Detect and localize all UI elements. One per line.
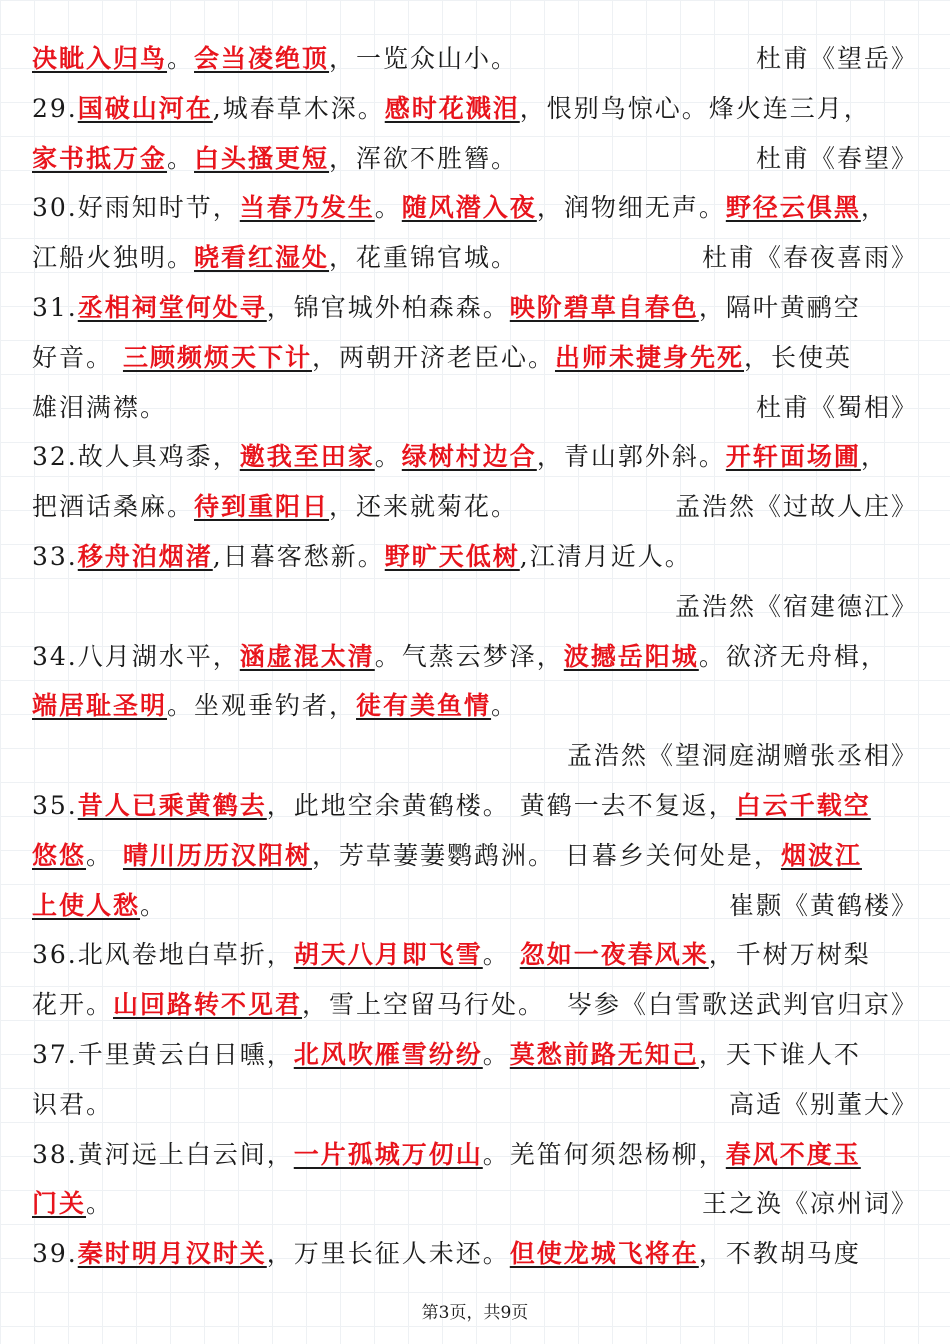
poem-text: 38.黄河远上白云间， (32, 1139, 294, 1169)
poem-text: 把酒话桑麻。 (32, 492, 195, 522)
poem-text: 32.故人具鸡黍， (32, 442, 240, 472)
poem-text: ，长使英 (744, 342, 853, 372)
fill-in-answer: 北风吹雁雪纷纷 (293, 1039, 483, 1069)
fill-in-answer: 随风潜入夜 (401, 193, 537, 223)
poem-text: 。 (491, 691, 519, 721)
fill-in-answer: 波撼岳阳城 (563, 641, 699, 671)
poem-text: ，锦官城外柏森森。 (266, 292, 510, 322)
line-text (32, 1179, 113, 1229)
poem-attribution: 杜甫《春夜喜雨》 (701, 243, 918, 273)
poem-text: ，恨别鸟惊心。烽火连三月， (519, 93, 871, 123)
poem-text: 。 (374, 193, 402, 223)
text-line (32, 84, 918, 134)
poem-attribution: 王之涣《凉州词》 (701, 1189, 918, 1219)
poem-text: 。 (482, 1039, 510, 1069)
fill-in-answer: 移舟泊烟渚 (77, 541, 213, 571)
fill-in-answer: 秦时明月汉时关 (77, 1239, 267, 1269)
poem-text: 。坐观垂钓者， (167, 691, 357, 721)
poem-text: ,日暮客愁新。 (212, 541, 385, 571)
text-line (32, 482, 918, 532)
fill-in-answer: 但使龙城飞将在 (509, 1239, 699, 1269)
poem-text: 。 (374, 442, 402, 472)
text-line (32, 781, 918, 831)
poem-text: ，不教胡马度 (698, 1239, 861, 1269)
fill-in-answer: 昔人已乘黄鹤去 (77, 790, 267, 820)
poem-text: ，雪上空留马行处。 (302, 990, 546, 1020)
line-text (32, 283, 861, 333)
fill-in-answer: 三顾频烦天下计 (122, 342, 312, 372)
poem-text: ，万里长征人未还。 (266, 1239, 510, 1269)
line-text (32, 781, 871, 831)
fill-in-answer: 感时花溅泪 (384, 93, 520, 123)
line-text (32, 34, 518, 84)
text-line (32, 432, 918, 482)
text-line (32, 582, 918, 632)
poem-text: ，还来就菊花。 (329, 492, 519, 522)
text-line (32, 1030, 918, 1080)
line-text (32, 1030, 861, 1080)
poem-text-body (32, 34, 918, 1279)
poem-attribution: 杜甫《望岳》 (755, 44, 918, 73)
fill-in-answer: 忽如一夜春风来 (519, 940, 709, 970)
fill-in-answer: 待到重阳日 (194, 492, 330, 522)
line-text (32, 1229, 861, 1279)
text-line (32, 681, 918, 731)
line-text (32, 532, 692, 582)
poem-text: ， (860, 193, 888, 223)
line-text (32, 1080, 113, 1130)
poem-text: 。 (167, 44, 195, 73)
poem-text: 34.八月湖水平， (32, 641, 240, 671)
poem-text: 好音。 (32, 342, 123, 372)
text-line (32, 1130, 918, 1180)
text-line (32, 930, 918, 980)
poem-text: 。气蒸云梦泽， (374, 641, 564, 671)
text-line (32, 632, 918, 682)
poem-text: ，两朝开济老臣心。 (311, 342, 555, 372)
poem-text: 雄泪满襟。 (32, 392, 168, 422)
poem-text: 。 (86, 1189, 114, 1219)
text-line (32, 881, 918, 931)
text-line (32, 831, 918, 881)
poem-attribution: 高适《别董大》 (728, 1089, 918, 1119)
fill-in-answer: 映阶碧草自春色 (509, 292, 699, 322)
poem-text: ，芳草萋萋鹦鹉洲。 日暮乡关何处是， (311, 840, 781, 870)
poem-text: 35. (32, 790, 78, 820)
text-line (32, 980, 918, 1030)
line-text (32, 681, 518, 731)
poem-text: 33. (32, 541, 78, 571)
page-footer: 第3页，共9页 (421, 1303, 529, 1323)
poem-text: 。 (86, 840, 123, 870)
poem-text: 识君。 (32, 1089, 114, 1119)
fill-in-answer: 邀我至田家 (239, 442, 375, 472)
text-line (32, 1080, 918, 1130)
line-text (32, 831, 862, 881)
text-line (32, 134, 918, 184)
text-line (32, 383, 918, 433)
poem-attribution: 孟浩然《过故人庄》 (674, 492, 918, 522)
fill-in-answer: 晓看红湿处 (194, 243, 330, 273)
poem-text: 36.北风卷地白草折， (32, 940, 294, 970)
text-line (32, 333, 918, 383)
fill-in-answer: 门关 (32, 1189, 87, 1219)
poem-text: 。羌笛何须怨杨柳， (482, 1139, 726, 1169)
line-text (32, 482, 518, 532)
poem-text: ，此地空余黄鹤楼。 黄鹤一去不复返， (266, 790, 736, 820)
poem-text: 。 (140, 890, 168, 920)
poem-text: 31. (32, 292, 78, 322)
fill-in-answer: 一片孤城万仞山 (293, 1139, 483, 1169)
poem-text: ，浑欲不胜簪。 (329, 143, 519, 173)
fill-in-answer: 丞相祠堂何处寻 (77, 292, 267, 322)
fill-in-answer: 山回路转不见君 (113, 990, 303, 1020)
fill-in-answer: 徒有美鱼情 (356, 691, 492, 721)
poem-text: ，千树万树梨 (708, 940, 871, 970)
fill-in-answer: 家书抵万金 (32, 143, 168, 173)
poem-attribution: 杜甫《春望》 (755, 143, 918, 173)
poem-text: ，天下谁人不 (698, 1039, 861, 1069)
line-text (32, 84, 871, 134)
text-line (32, 183, 918, 233)
poem-text: 37.千里黄云白日曛， (32, 1039, 294, 1069)
fill-in-answer: 野旷天低树 (384, 541, 520, 571)
poem-attribution: 杜甫《蜀相》 (755, 392, 918, 422)
poem-text: ， (860, 442, 888, 472)
poem-text: ,城春草木深。 (212, 93, 385, 123)
fill-in-answer: 白云千载空 (735, 790, 871, 820)
poem-text: ，隔叶黄鹂空 (698, 292, 861, 322)
text-line (32, 1179, 918, 1229)
line-text (32, 980, 545, 1030)
fill-in-answer: 决眦入归鸟 (32, 44, 168, 73)
fill-in-answer: 烟波江 (780, 840, 862, 870)
line-text (32, 134, 518, 184)
poem-text: 花开。 (32, 990, 114, 1020)
fill-in-answer: 当春乃发生 (239, 193, 375, 223)
poem-text: 30.好雨知时节， (32, 193, 240, 223)
text-line (32, 731, 918, 781)
poem-text: 29. (32, 93, 78, 123)
text-line (32, 233, 918, 283)
line-text (32, 1130, 861, 1180)
line-text (32, 233, 518, 283)
fill-in-answer: 国破山河在 (77, 93, 213, 123)
poem-text: 。欲济无舟楫， (698, 641, 888, 671)
poem-text: ，花重锦官城。 (329, 243, 519, 273)
fill-in-answer: 晴川历历汉阳树 (122, 840, 312, 870)
line-text (32, 930, 871, 980)
fill-in-answer: 莫愁前路无知己 (509, 1039, 699, 1069)
fill-in-answer: 上使人愁 (32, 890, 141, 920)
text-line (32, 283, 918, 333)
fill-in-answer: 悠悠 (32, 840, 87, 870)
poem-text: ，一览众山小。 (329, 44, 519, 73)
line-text (32, 183, 888, 233)
fill-in-answer: 开轩面场圃 (725, 442, 861, 472)
poem-attribution: 孟浩然《宿建德江》 (674, 591, 918, 621)
line-text (32, 632, 888, 682)
fill-in-answer: 春风不度玉 (725, 1139, 861, 1169)
poem-text: 。 (482, 940, 520, 970)
fill-in-answer: 绿树村边合 (401, 442, 537, 472)
text-line (32, 1229, 918, 1279)
poem-attribution: 孟浩然《望洞庭湖赠张丞相》 (566, 741, 918, 771)
fill-in-answer: 白头搔更短 (194, 143, 330, 173)
poem-text: 江船火独明。 (32, 243, 195, 273)
fill-in-answer: 涵虚混太清 (239, 641, 375, 671)
fill-in-answer: 出师未捷身先死 (554, 342, 744, 372)
fill-in-answer: 野径云俱黑 (725, 193, 861, 223)
poem-text: ，润物细无声。 (536, 193, 726, 223)
text-line (32, 532, 918, 582)
line-text (32, 432, 888, 482)
line-text (32, 383, 167, 433)
poem-text: ,江清月近人。 (519, 541, 692, 571)
fill-in-answer: 胡天八月即飞雪 (293, 940, 483, 970)
poem-text: ，青山郭外斜。 (536, 442, 726, 472)
line-text (32, 333, 852, 383)
poem-attribution: 崔颢《黄鹤楼》 (728, 890, 918, 920)
fill-in-answer: 端居耻圣明 (32, 691, 168, 721)
text-line (32, 34, 918, 84)
poem-text: 39. (32, 1239, 78, 1269)
poem-text: 。 (167, 143, 195, 173)
fill-in-answer: 会当凌绝顶 (194, 44, 330, 73)
poem-attribution: 岑参《白雪歌送武判官归京》 (566, 990, 918, 1020)
line-text (32, 881, 167, 931)
